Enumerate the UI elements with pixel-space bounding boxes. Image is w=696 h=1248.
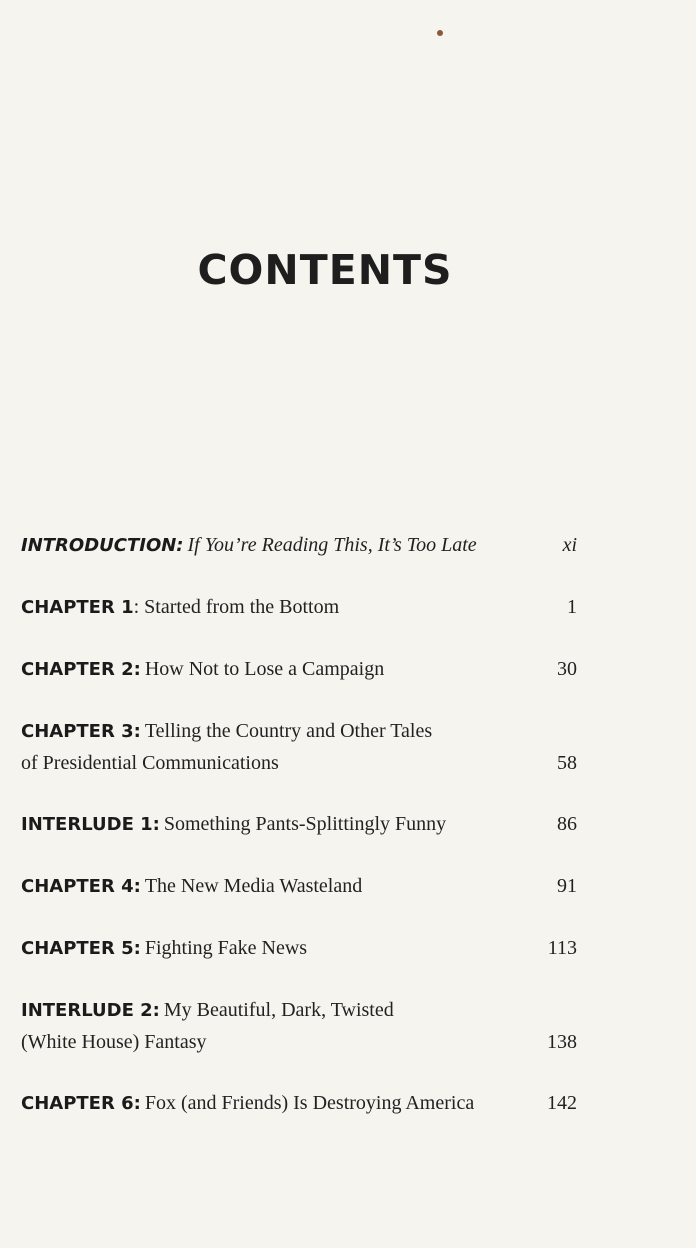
toc-entry-introduction [21,534,577,566]
toc-entry-chapter-6 [21,1092,577,1124]
entry-page-number: 91 [557,875,577,897]
entry-label: CHAPTER 5: [21,938,141,959]
entry-title: Telling the Country and Other Tales [144,720,433,742]
entry-page-number: 113 [547,937,577,959]
entry-title: My Beautiful, Dark, Twisted [163,999,394,1021]
entry-page-number: 58 [557,752,577,774]
entry-label: INTERLUDE 2: [21,1000,160,1021]
entry-title-continued: of Presidential Communications [21,752,279,774]
toc-entry-chapter-5 [21,937,577,969]
entry-label: CHAPTER 6: [21,1093,141,1114]
toc-entry-chapter-3 [21,720,577,784]
entry-title: Fox (and Friends) Is Destroying America [144,1092,475,1114]
entry-page-number: 1 [567,596,577,618]
entry-label: CHAPTER 3: [21,721,141,742]
entry-title: Fighting Fake News [144,937,308,959]
toc-entry-chapter-1 [21,596,577,628]
entry-label: INTRODUCTION: [21,535,184,556]
entry-title: How Not to Lose a Campaign [144,658,385,680]
entry-title: If You’re Reading This, It’s Too Late [187,534,477,556]
toc-entry-interlude-2 [21,999,577,1063]
entry-label: CHAPTER 1 [21,597,134,618]
entry-page-number: 30 [557,658,577,680]
entry-label: INTERLUDE 1: [21,814,160,835]
entry-title-continued: (White House) Fantasy [21,1031,207,1053]
entry-page-number: 142 [547,1092,577,1114]
entry-label: CHAPTER 4: [21,876,141,897]
entry-title: The New Media Wasteland [144,875,363,897]
toc-entry-interlude-1 [21,813,577,845]
toc-entry-chapter-4 [21,875,577,907]
entry-title: : Started from the Bottom [133,596,340,618]
entry-label: CHAPTER 2: [21,659,141,680]
entry-page-number: xi [562,534,577,556]
entry-page-number: 86 [557,813,577,835]
ink-speck [437,30,443,36]
toc-entry-chapter-2 [21,658,577,690]
entry-title: Something Pants-Splittingly Funny [163,813,447,835]
page-title: CONTENTS [197,246,453,294]
entry-page-number: 138 [547,1031,577,1053]
